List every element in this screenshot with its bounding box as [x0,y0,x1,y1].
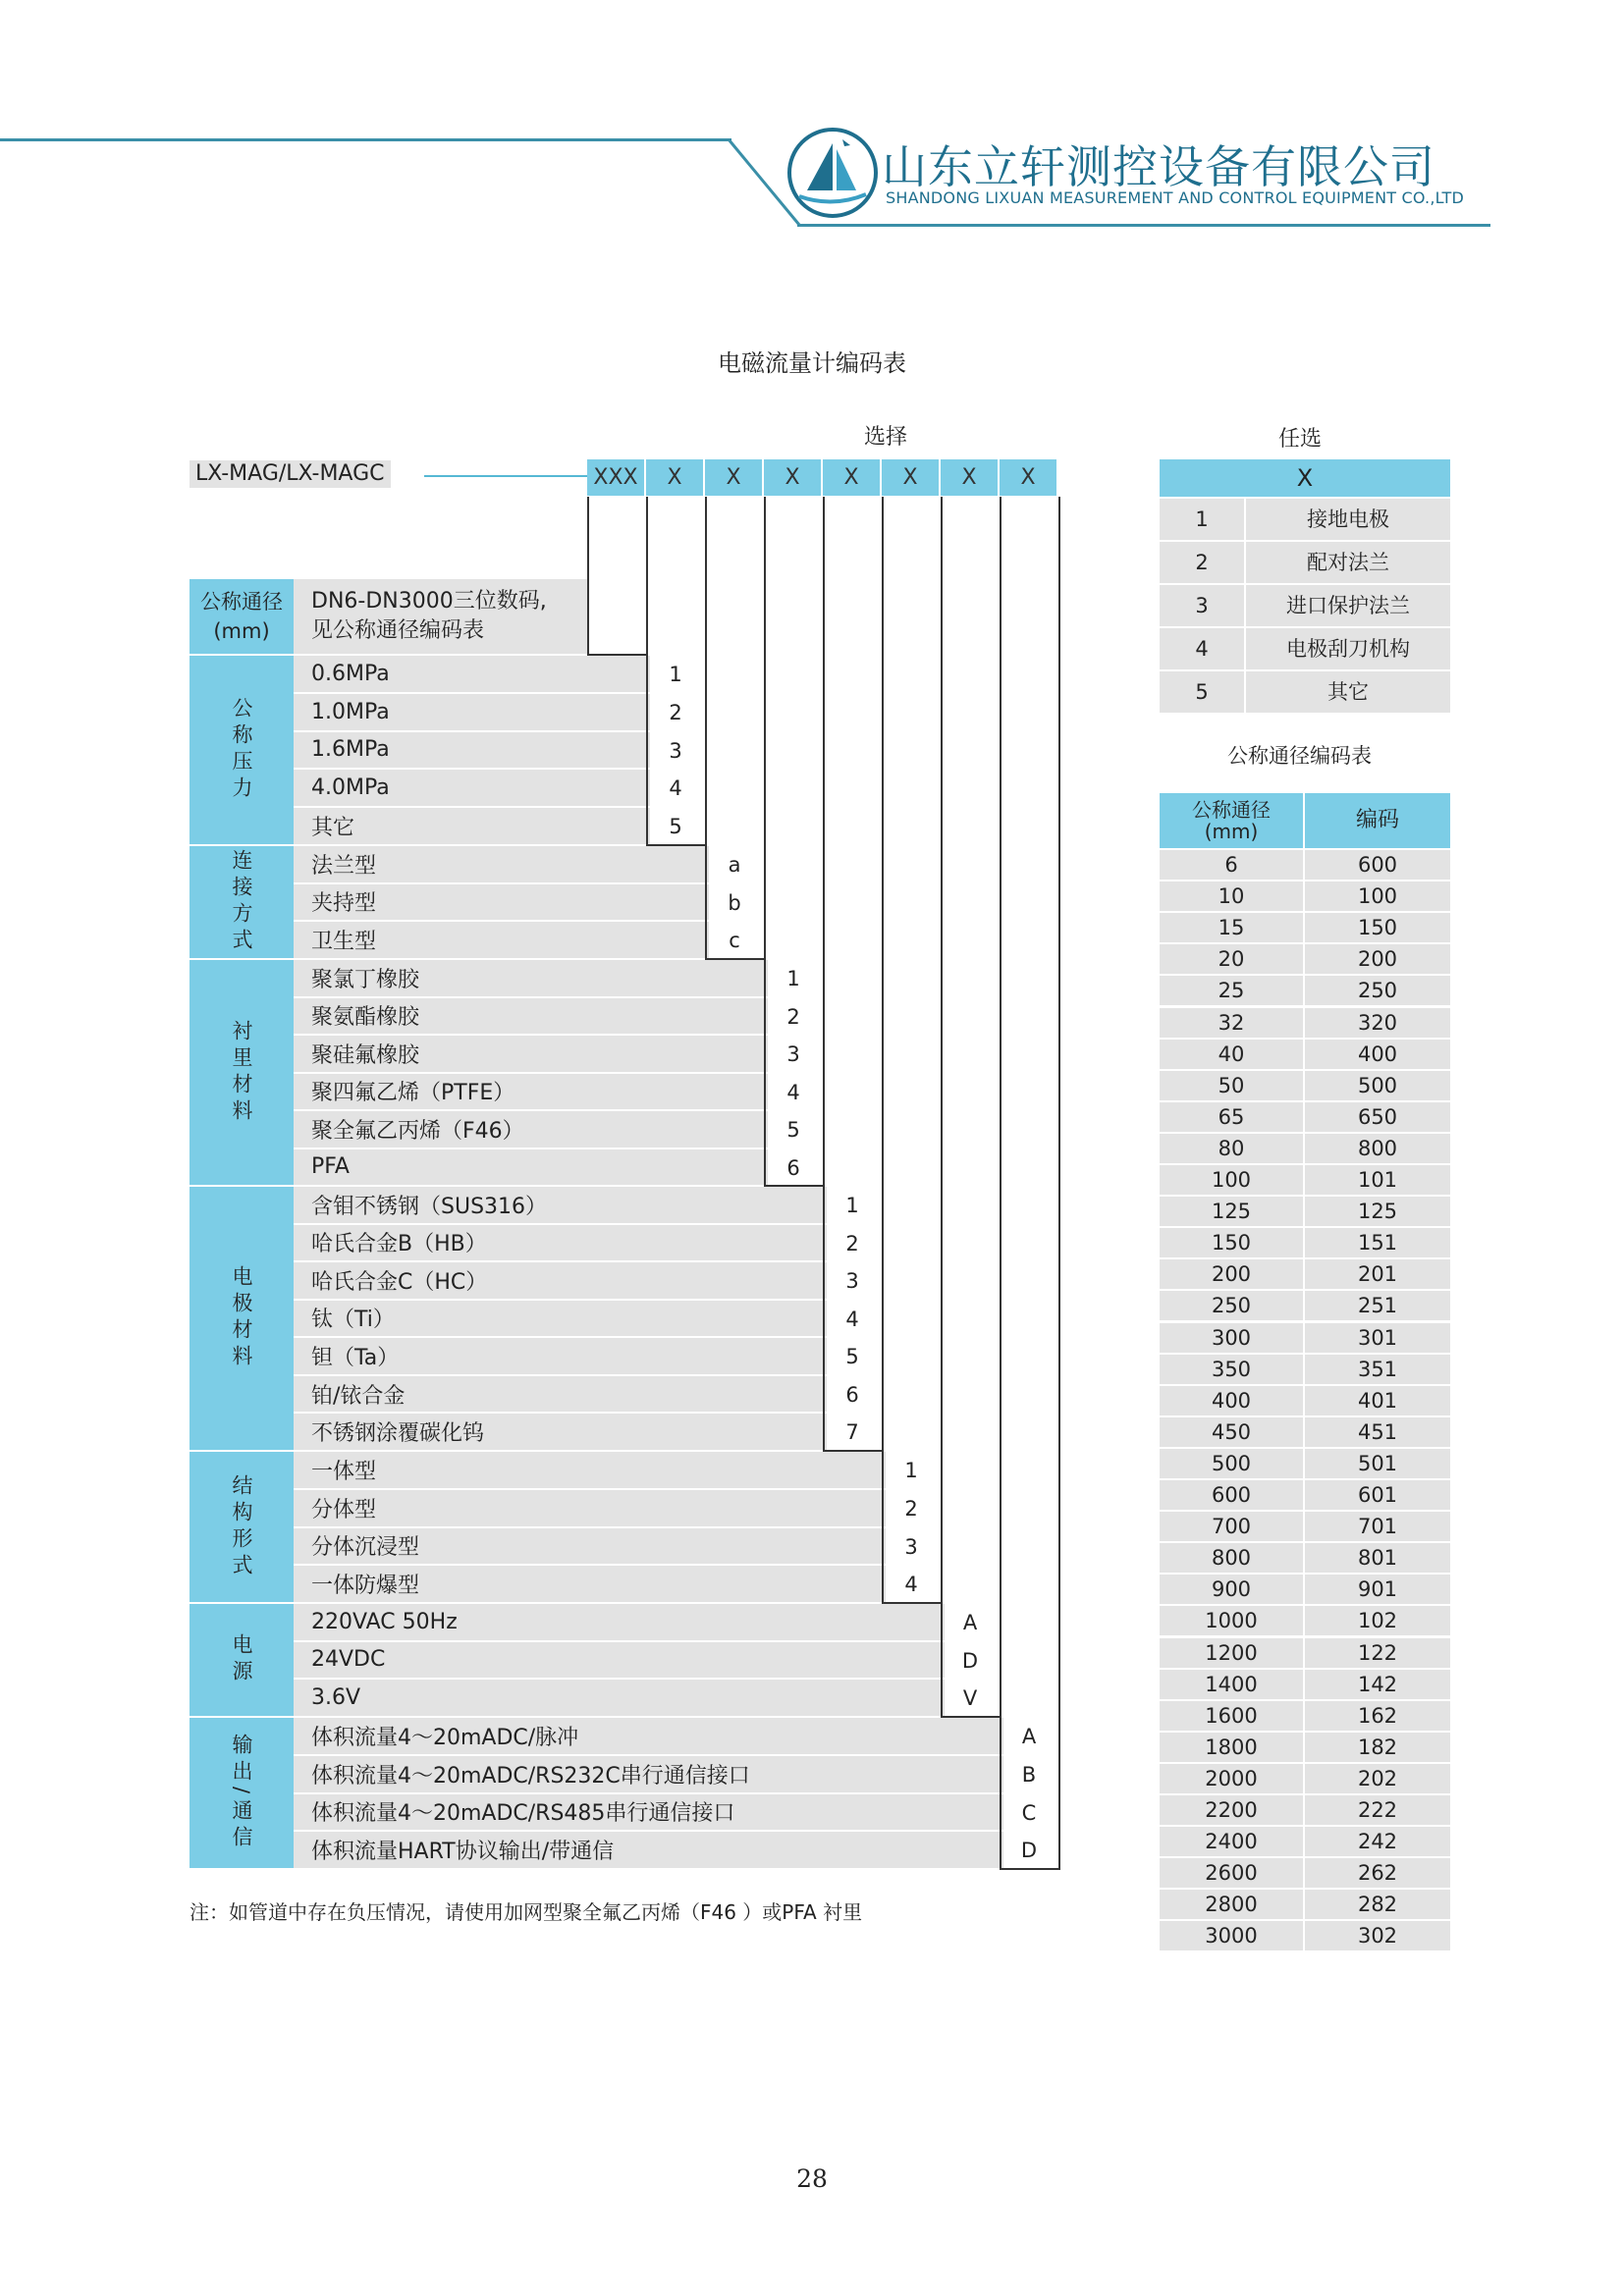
code-cell-4: X [823,459,882,496]
diameter-code: 801 [1357,1546,1398,1571]
optional-text: 接地电极 [1307,507,1389,531]
optional-code: 3 [1195,594,1209,617]
diameter-code: 901 [1357,1577,1398,1602]
code-value: 2 [669,700,682,724]
table-row: 法兰型 [294,846,709,884]
table-row: 体积流量HART协议输出/带通信 [294,1832,1003,1870]
code-value: 1 [669,663,682,686]
code-value: 4 [669,776,682,801]
diameter-code: 401 [1357,1388,1398,1413]
code-column-outline [941,497,1001,1718]
diameter-row [1160,1228,1450,1257]
page-title: 电磁流量计编码表 [718,349,906,377]
code-value: 2 [904,1496,918,1521]
diameter-mm: 2400 [1205,1830,1258,1854]
category-3: 衬里材料 [189,960,294,1185]
diameter-code: 150 [1357,916,1398,940]
table-row: 其它 [294,808,650,846]
diameter-row [1160,1670,1450,1699]
diameter-mm: 3000 [1205,1924,1258,1949]
table-row: 0.6MPa [294,656,650,694]
diameter-code: 701 [1357,1515,1398,1539]
table-row: 钽（Ta） [294,1338,827,1376]
diameter-header-col1: 公称通径 (mm) [1160,793,1303,848]
diameter-code: 320 [1357,1010,1398,1035]
table-row: 聚四氟乙烯（PTFE） [294,1074,768,1112]
diameter-code: 250 [1357,979,1398,1003]
diameter-mm: 1400 [1205,1672,1258,1696]
diameter-mm: 600 [1211,1483,1252,1507]
code-cell-5: X [882,459,941,496]
code-value: 7 [845,1420,859,1445]
diameter-code: 501 [1357,1451,1398,1475]
code-column-outline [764,497,825,1187]
code-column-outline [646,497,707,846]
diameter-row [1160,1921,1450,1950]
category-6: 电源 [189,1604,294,1716]
table-row: 一体防爆型 [294,1566,886,1604]
code-cell-3: X [764,459,823,496]
diameter-row [1160,1040,1450,1069]
diameter-mm: 15 [1218,916,1245,940]
optional-row [1160,499,1450,540]
diameter-mm: 400 [1211,1388,1252,1413]
diameter-row [1160,1102,1450,1132]
diameter-row [1160,1480,1450,1510]
diameter-row [1160,1386,1450,1415]
table-row: 分体型 [294,1490,886,1528]
code-value: A [962,1611,978,1634]
code-column-outline [1000,497,1060,1870]
code-value: 4 [786,1080,800,1104]
optional-code: 5 [1195,680,1209,704]
code-value: b [728,890,741,915]
diameter-mm: 6 [1224,853,1238,877]
diameter-code: 800 [1357,1136,1398,1160]
diameter-mm: 900 [1211,1577,1252,1602]
code-cell-2: X [705,459,764,496]
code-value: D [961,1648,979,1673]
optional-row [1160,671,1450,713]
diameter-mm: 65 [1218,1104,1245,1129]
code-column-outline [587,497,648,656]
table-row: 220VAC 50Hz [294,1604,945,1642]
table-row: 一体型 [294,1452,886,1490]
optional-row [1160,628,1450,669]
code-cell-1: X [646,459,705,496]
diameter-mm: 2000 [1205,1766,1258,1790]
table-row: 体积流量4～20mADC/RS232C串行通信接口 [294,1756,1003,1794]
code-value: D [1020,1839,1038,1863]
code-value: 5 [669,815,682,839]
code-value: 3 [845,1269,859,1294]
code-value: 6 [786,1155,800,1180]
code-value: 3 [786,1042,800,1066]
category-1: 公称压力 [189,656,294,844]
diameter-row [1160,1417,1450,1447]
diameter-row [1160,1543,1450,1573]
diameter-row [1160,1134,1450,1163]
diameter-table-title: 公称通径编码表 [1227,744,1372,768]
diameter-row [1160,881,1450,911]
diameter-code: 500 [1357,1073,1398,1097]
diameter-code: 151 [1357,1231,1398,1255]
diameter-row [1160,850,1450,880]
diameter-code: 242 [1357,1830,1398,1854]
diameter-code: 601 [1357,1483,1398,1507]
diameter-mm: 80 [1218,1136,1245,1160]
diameter-header-col2: 编码 [1305,793,1450,848]
table-row: 24VDC [294,1642,945,1681]
diameter-row [1160,1764,1450,1793]
diameter-mm: 500 [1211,1451,1252,1475]
diameter-mm: 100 [1211,1168,1252,1192]
diameter-row [1160,1606,1450,1635]
diameter-mm: 2200 [1205,1798,1258,1822]
model-connector [424,475,587,477]
code-value: 4 [845,1307,859,1331]
sail-logo-icon [785,126,880,220]
diameter-code: 100 [1357,884,1398,909]
table-row: 夹持型 [294,884,709,923]
diameter-code: 600 [1357,853,1398,877]
code-value: 1 [786,967,800,990]
code-value: 1 [904,1459,918,1482]
diameter-code: 201 [1357,1262,1398,1287]
optional-code: 2 [1195,551,1209,574]
diameter-row [1160,1323,1450,1353]
diameter-row [1160,1575,1450,1604]
diameter-code: 101 [1357,1168,1398,1192]
diameter-mm: 50 [1218,1073,1245,1097]
diameter-code: 451 [1357,1419,1398,1444]
diameter-row [1160,1071,1450,1100]
code-value: 5 [786,1118,800,1142]
code-value: C [1021,1800,1037,1825]
diameter-code: 102 [1357,1609,1398,1633]
diameter-mm: 700 [1211,1515,1252,1539]
diameter-row [1160,1008,1450,1038]
diameter-row [1160,1291,1450,1320]
diameter-mm: 1600 [1205,1703,1258,1728]
diameter-code: 142 [1357,1672,1398,1696]
diameter-row [1160,1701,1450,1731]
code-cell-7: X [1000,459,1058,496]
code-value: a [728,853,741,877]
table-row: 含钼不锈钢（SUS316） [294,1187,827,1225]
code-value: 5 [845,1345,859,1369]
category-0: 公称通径 (mm) [189,579,294,654]
code-column-outline [705,497,766,960]
table-row: PFA [294,1149,768,1188]
header-line-bottom [797,224,1490,227]
diameter-mm: 40 [1218,1041,1245,1066]
diameter-mm: 350 [1211,1357,1252,1381]
diameter-row [1160,1638,1450,1668]
page-number: 28 [796,2164,828,2193]
diameter-row [1160,1858,1450,1888]
table-row: 体积流量4～20mADC/RS485串行通信接口 [294,1794,1003,1833]
table-row: 铂/铱合金 [294,1376,827,1415]
diameter-code: 200 [1357,947,1398,972]
table-row: 卫生型 [294,922,709,960]
company-name-cn: 山东立轩测控设备有限公司 [882,140,1435,193]
diameter-row [1160,944,1450,974]
diameter-row [1160,1827,1450,1856]
diameter-row [1160,1355,1450,1384]
code-cell-6: X [941,459,1000,496]
diameter-row [1160,1890,1450,1919]
diameter-row [1160,1733,1450,1762]
select-label: 选择 [864,425,908,450]
diameter-code: 162 [1357,1703,1398,1728]
code-cell-0: XXX [587,459,646,496]
optional-code: 4 [1195,637,1209,661]
code-value: 4 [904,1573,918,1597]
diameter-row [1160,1197,1450,1226]
diameter-code: 125 [1357,1200,1398,1224]
diameter-code: 262 [1357,1861,1398,1886]
diameter-mm: 20 [1218,947,1245,972]
table-row: 3.6V [294,1680,945,1718]
optional-text: 其它 [1327,680,1369,704]
optional-row [1160,585,1450,626]
code-column-outline [882,497,943,1604]
footnote: 注：如管道中存在负压情况，请使用加网型聚全氟乙丙烯（F46 ）或PFA 衬里 [189,1900,863,1924]
diameter-code: 251 [1357,1294,1398,1318]
code-value: 2 [786,1004,800,1029]
code-value: c [729,929,740,953]
code-value: B [1021,1762,1037,1787]
diameter-code: 351 [1357,1357,1398,1381]
diameter-code: 202 [1357,1766,1398,1790]
diameter-mm: 2800 [1205,1893,1258,1917]
diameter-mm: 1000 [1205,1609,1258,1633]
diameter-row [1160,1795,1450,1825]
diameter-mm: 250 [1211,1294,1252,1318]
diameter-mm: 1200 [1205,1640,1258,1665]
table-row: 哈氏合金B（HB） [294,1225,827,1263]
optional-text: 配对法兰 [1307,551,1389,574]
table-row: 聚氨酯橡胶 [294,998,768,1037]
code-value: 3 [669,738,682,763]
diameter-code: 302 [1357,1924,1398,1949]
diameter-mm: 450 [1211,1419,1252,1444]
diameter-mm: 25 [1218,979,1245,1003]
code-value: 6 [845,1382,859,1407]
optional-code: 1 [1195,507,1209,531]
diameter-code: 282 [1357,1893,1398,1917]
diameter-mm: 2600 [1205,1861,1258,1886]
table-row: 钛（Ti） [294,1301,827,1339]
diameter-code: 122 [1357,1640,1398,1665]
diameter-code: 301 [1357,1325,1398,1350]
diameter-mm: 1800 [1205,1735,1258,1759]
header-line-left [0,138,731,141]
diameter-mm: 200 [1211,1262,1252,1287]
diameter-mm: 125 [1211,1200,1252,1224]
table-row: 聚氯丁橡胶 [294,960,768,998]
diameter-code: 182 [1357,1735,1398,1759]
table-row: 哈氏合金C（HC） [294,1262,827,1301]
optional-text: 电极刮刀机构 [1286,637,1410,661]
diameter-mm: 32 [1218,1010,1245,1035]
code-column-outline [823,497,884,1452]
diameter-mm: 300 [1211,1325,1252,1350]
diameter-row [1160,1165,1450,1195]
category-5: 结构形式 [189,1452,294,1602]
diameter-row [1160,1259,1450,1289]
diameter-code: 650 [1357,1104,1398,1129]
table-row: 4.0MPa [294,770,650,808]
optional-text: 进口保护法兰 [1286,594,1410,617]
diameter-row [1160,1449,1450,1478]
category-2: 连接方式 [189,846,294,958]
diameter-code: 222 [1357,1798,1398,1822]
diameter-row [1160,913,1450,942]
diameter-code: 400 [1357,1041,1398,1066]
diameter-mm: 10 [1218,884,1245,909]
diameter-mm: 150 [1211,1231,1252,1255]
table-row: 不锈钢涂覆碳化钨 [294,1414,827,1452]
category-4: 电极材料 [189,1187,294,1450]
table-row: 体积流量4～20mADC/脉冲 [294,1718,1003,1756]
diameter-row [1160,976,1450,1005]
code-value: 1 [845,1194,859,1217]
optional-header: X [1160,459,1450,497]
code-value: 2 [845,1231,859,1255]
company-name-en: SHANDONG LIXUAN MEASUREMENT AND CONTROL EQUIPMENT CO.,LTD [886,188,1465,207]
diameter-mm: 800 [1211,1546,1252,1571]
code-value: A [1021,1725,1037,1748]
category-7: 输出/通信 [189,1718,294,1868]
model-label: LX-MAG/LX-MAGC [189,460,391,488]
diameter-row [1160,1512,1450,1541]
table-row: 聚全氟乙丙烯（F46） [294,1111,768,1149]
optional-row [1160,542,1450,583]
table-row: 1.0MPa [294,694,650,732]
optional-label: 任选 [1278,427,1323,452]
table-row: 分体沉浸型 [294,1528,886,1567]
code-value: 3 [904,1534,918,1559]
table-row: DN6-DN3000三位数码, 见公称通径编码表 [294,579,587,656]
table-row: 聚硅氟橡胶 [294,1036,768,1074]
code-value: V [962,1686,978,1711]
table-row: 1.6MPa [294,732,650,771]
